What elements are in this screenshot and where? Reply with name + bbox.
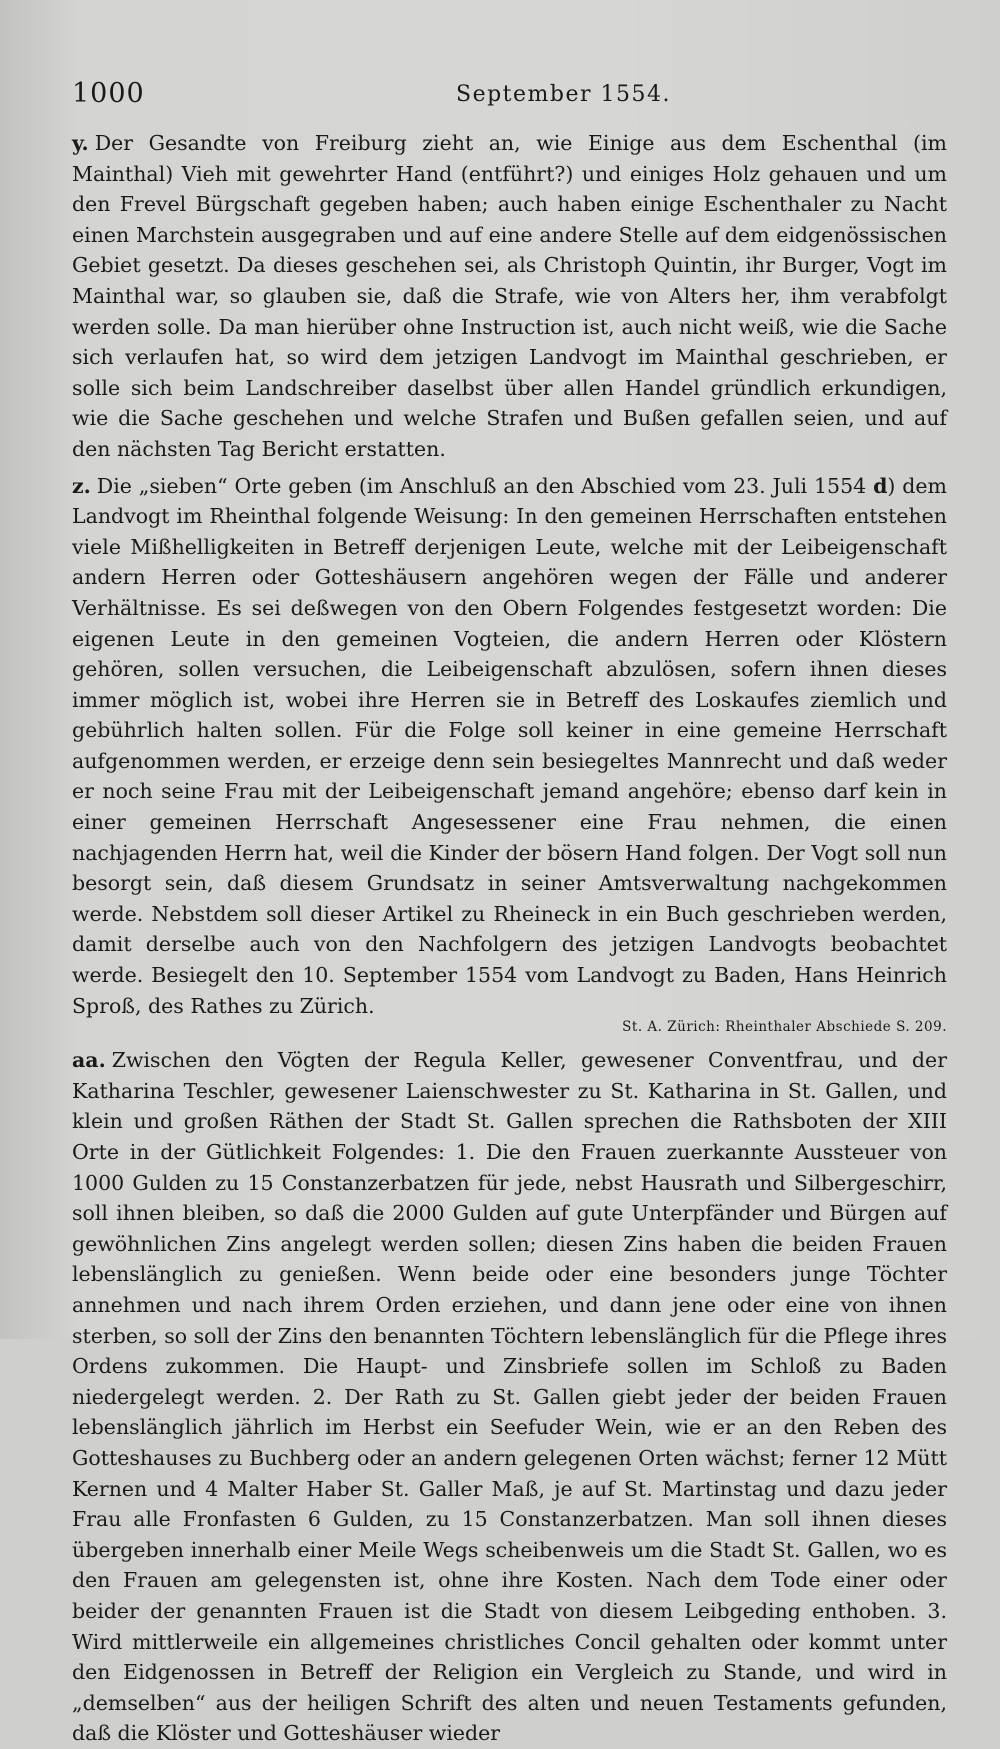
page-header xyxy=(72,78,932,112)
entry-text: Zwischen den Vögten der Regula Keller, gewesener Conventfrau, und der Katharina Teschler, gewesener Laienschwester zu St. Katharina in St. Gallen, und klein und großen Räthen der Stadt St. Gallen sprechen die Rathsboten der XIII Orte in der Gütlichkeit Folgendes: 1. Die den Frauen zuerkannte Aussteuer von 1000 Gulden zu 15 Constanzerbatzen für jede, nebst Hausrath und Silbergeschirr, soll ihnen bleiben, so daß die 2000 Gulden auf gute Unterpfänder und Bürgen auf gewöhnlichen Zins angelegt werden sollen; diesen Zins haben die beiden Frauen lebenslänglich zu genießen. Wenn beide oder eine besonders junge Töchter annehmen und nach ihrem Orden erziehen, und dann jene oder eine von ihnen sterben, so soll der Zins den benannten Töchtern lebenslänglich für die Pflege ihres Ordens zukommen. Die Haupt- und Zinsbriefe sollen im Schloß zu Baden niedergelegt werden. 2. Der Rath zu St. Gallen giebt jeder der beiden Frauen lebenslänglich jährlich im Herbst ein Seefuder Wein, wie er an den Reben des Gotteshauses zu Buchberg oder an andern gelegenen Orten wächst; ferner 12 Mütt Kernen und 4 Malter Haber St. Galler Maß, je auf St. Martinstag und dazu jeder Frau alle Fronfasten 6 Gulden, zu 15 Constanzerbatzen. Man soll ihnen dieses übergeben innerhalb einer Meile Wegs scheibenweis um die Stadt St. Gallen, wo es den Frauen am gelegensten ist, ohne ihre Kosten. Nach dem Tode einer oder beider der genannten Frauen ist die Stadt von diesem Leibgeding enthoben. 3. Wird mittlerweile ein allgemeines christliches Concil gehalten oder kommt unter den Eidgenossen in Betreff der Religion ein Vergleich zu Stande, und wird in „demselben“ aus der heiligen Schrift des alten und neuen Testaments gefunden, daß die Klöster und Gotteshäuser wieder xyxy=(72,1048,947,1746)
source-citation: St. A. Zürich: Rheinthaler Abschiede S. 209. xyxy=(622,1019,947,1036)
entry-aa xyxy=(72,1045,947,1749)
entry-z xyxy=(72,471,947,1022)
entry-text-before-ref: Die „sieben“ Orte geben (im Anschluß an den Abschied vom 23. Juli 1554 xyxy=(96,473,874,498)
entry-text-after-ref: ) dem Landvogt im Rheinthal folgende Weisung: In den gemeinen Herrschaften entstehen viele Mißhelligkeiten in Betreff derjenigen Leute, welche mit der Leibeigenschaft andern Herren oder Gotteshäusern angehören wegen der Fälle und anderer Verhältnisse. Es sei deßwegen von den Obern Folgendes festgesetzt worden: Die eigenen Leute in den gemeinen Vogteien, die andern Herren oder Klöstern gehören, sollen versuchen, die Leibeigenschaft abzulösen, sofern ihnen dieses immer möglich ist, wobei ihre Herren sie in Betreff des Loskaufes ziemlich und gebührlich halten sollen. Für die Folge soll keiner in eine gemeine Herrschaft aufgenommen werden, er erzeige denn sein besiegeltes Mannrecht und daß weder er noch seine Frau mit der Leibeigenschaft jemand angehöre; ebenso darf kein in einer gemeinen Herrschaft Angesessener eine Frau nehmen, die einen nachjagenden Herrn hat, weil die Kinder der bösern Hand folgen. Der Vogt soll nun besorgt sein, daß diesem Grundsatz in seiner Amtsverwaltung nachgekommen werde. Nebstdem soll dieser Artikel zu Rheineck in ein Buch geschrieben werden, damit derselbe auch von den Nachfolgern des jetzigen Landvogts beobachtet werde. Besiegelt den 10. September 1554 vom Landvogt zu Baden, Hans Heinrich Sproß, des Rathes zu Zürich. xyxy=(72,473,947,1018)
entry-marker: y. xyxy=(72,131,89,155)
entry-marker: aa. xyxy=(72,1048,106,1073)
cross-reference: d xyxy=(873,473,888,498)
page-body xyxy=(72,128,947,1749)
page-number: 1000 xyxy=(72,78,145,109)
entry-marker: z. xyxy=(72,473,91,498)
entry-text: Der Gesandte von Freiburg zieht an, wie Einige aus dem Eschenthal (im Mainthal) Vieh mit gewehrter Hand (entführt?) und einiges Holz gehauen und um den Frevel Bürgschaft gegeben haben; auch haben einige Eschenthaler zu Nacht einen Marchstein ausgegraben und auf eine andere Stelle auf dem eidgenössischen Gebiet gesetzt. Da dieses geschehen sei, als Christoph Quintin, ihr Burger, Vogt im Mainthal war, so glauben sie, daß die Strafe, wie von Alters her, ihm verabfolgt werden solle. Da man hierüber ohne Instruction ist, auch nicht weiß, wie die Sache sich verlaufen hat, so wird dem jetzigen Landvogt im Mainthal geschrieben, er solle sich beim Landschreiber daselbst über allen Handel gründlich erkundigen, wie die Sache geschehen und welche Strafen und Bußen gefallen seien, und auf den nächsten Tag Bericht erstatten. xyxy=(72,131,947,461)
entry-y xyxy=(72,128,947,465)
running-title: September 1554. xyxy=(456,82,671,107)
